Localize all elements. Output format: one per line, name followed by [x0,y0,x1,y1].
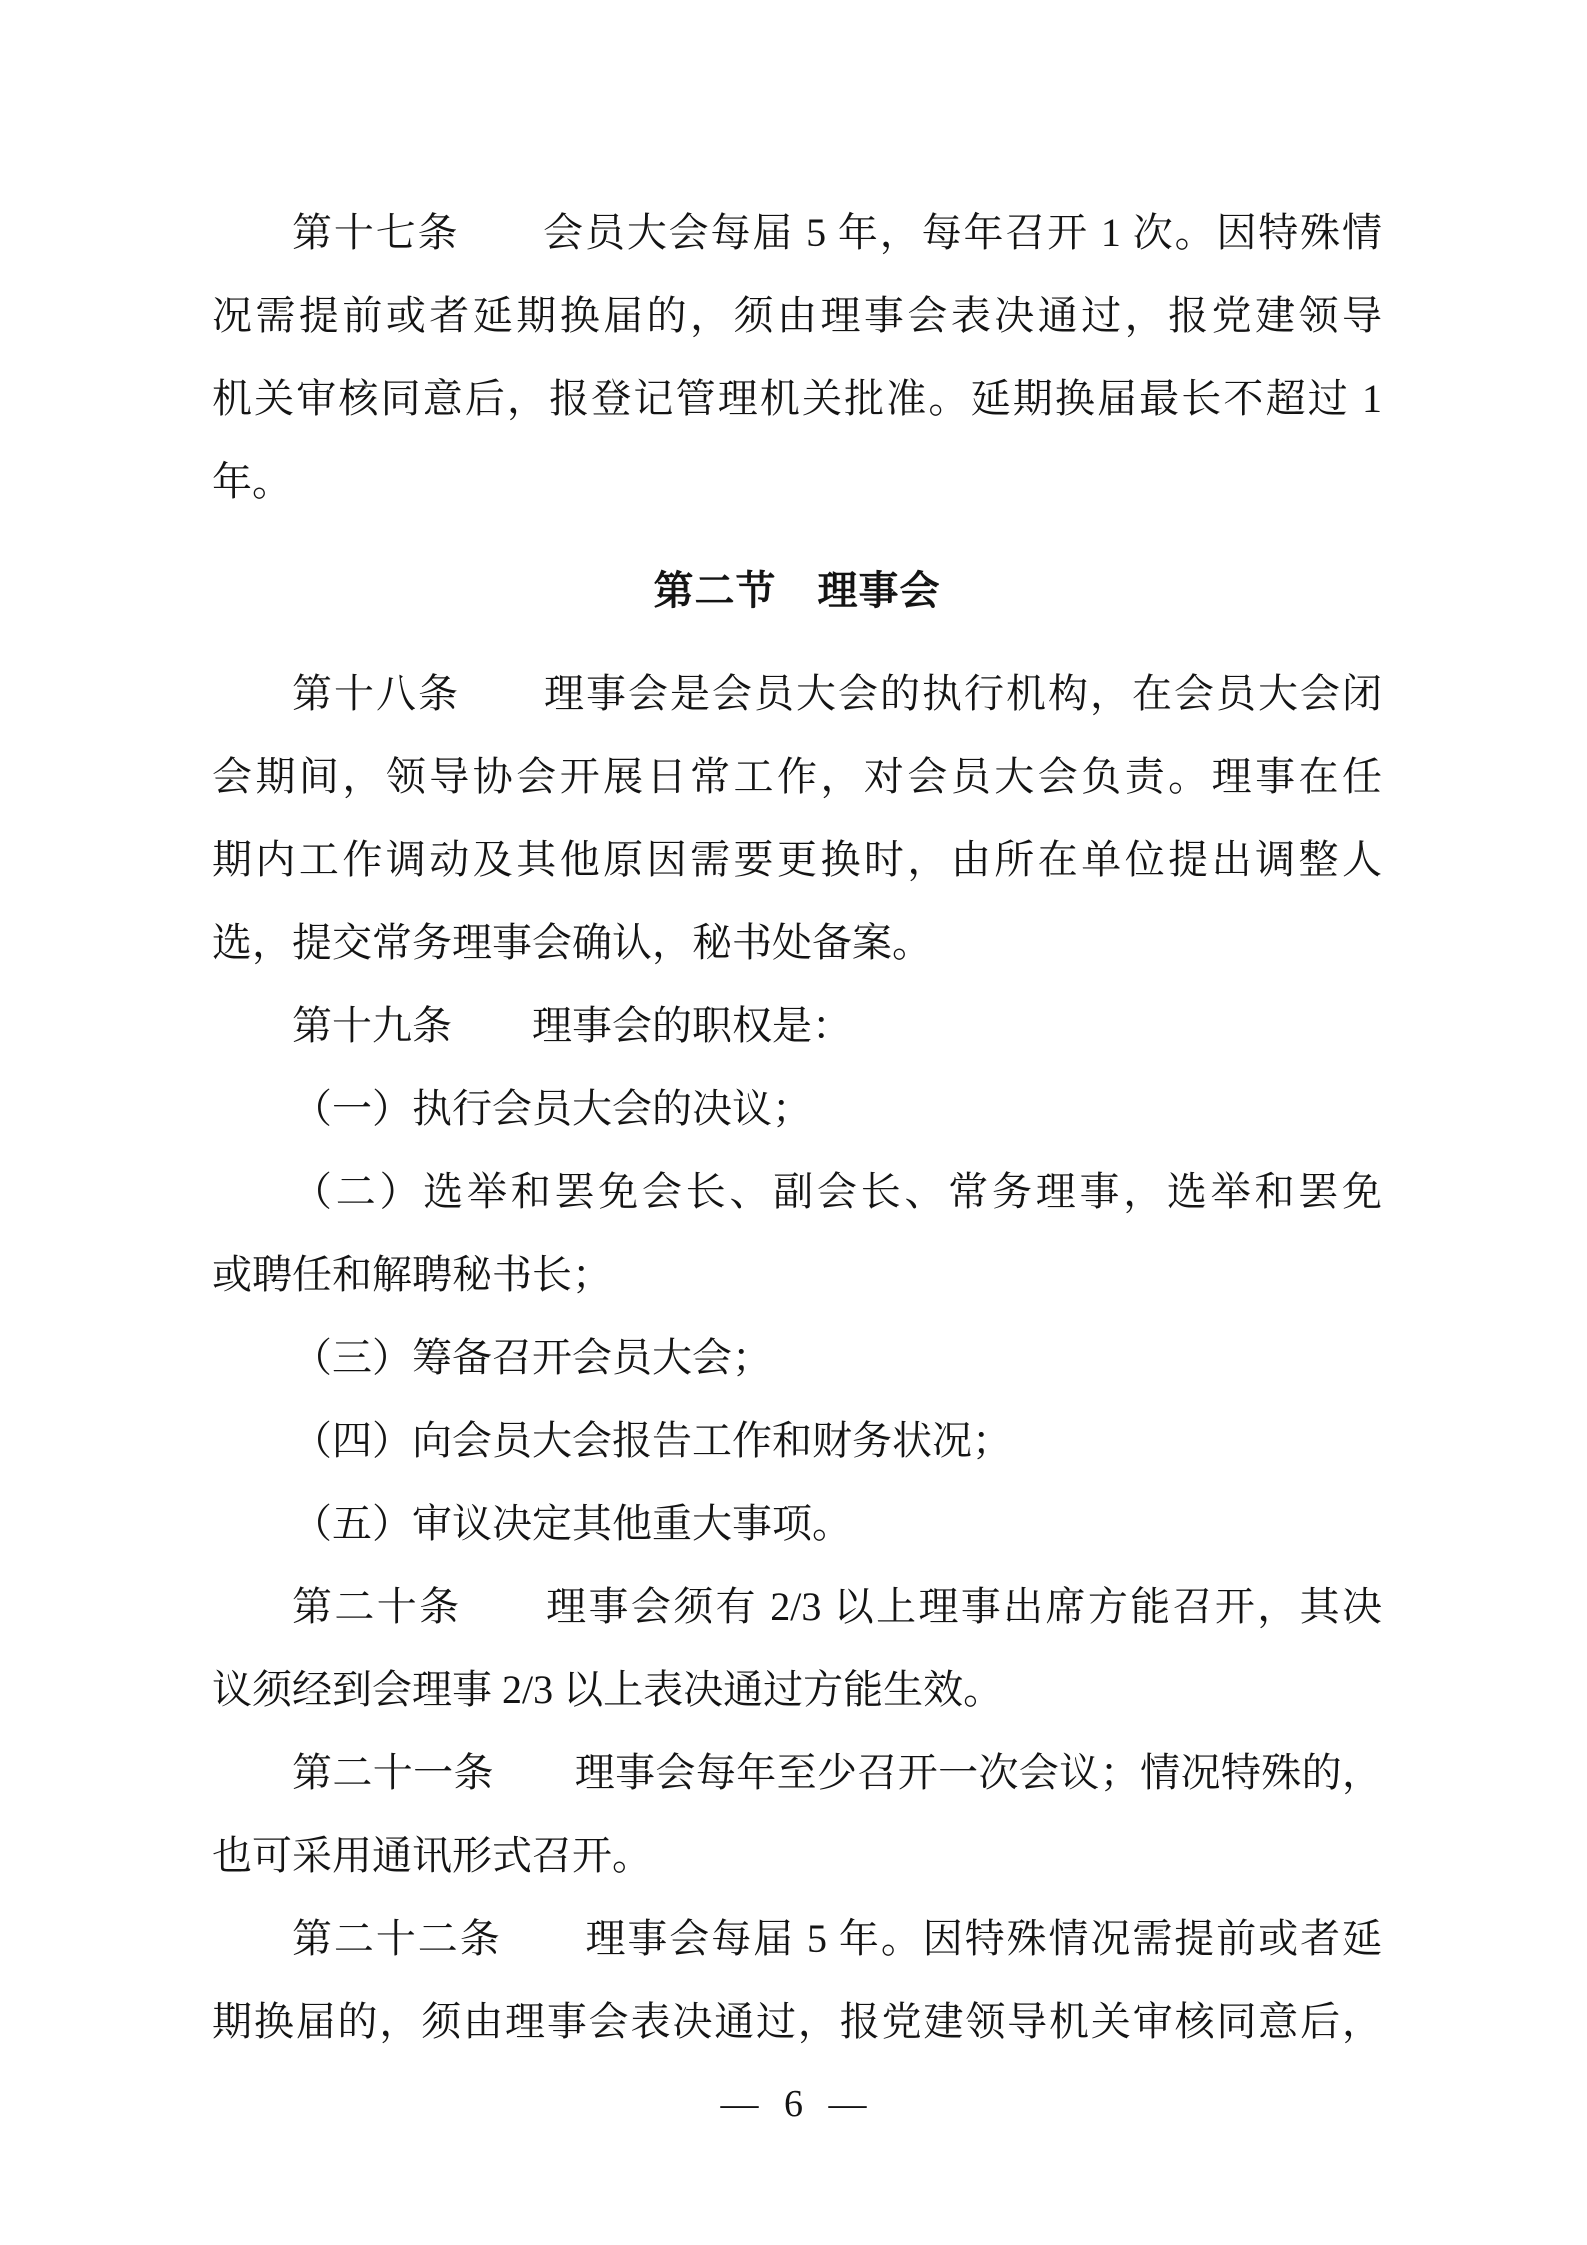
text-line: 第十七条 会员大会每届 5 年，每年召开 1 次。因特殊情 [292,210,1382,255]
text-line: 也可采用通讯形式召开。 [212,1833,652,1878]
text-line: 年。 [212,459,292,504]
text-line: 第二十一条 理事会每年至少召开一次会议；情况特殊的， [292,1750,1382,1795]
text-line: 或聘任和解聘秘书长； [212,1252,612,1297]
text-line: 期换届的，须由理事会表决通过，报党建领导机关审核同意后， [212,1999,1382,2044]
document-body [212,191,1382,2063]
article-17-paragraph [212,191,1382,523]
article-19-item-2 [212,1150,1382,1316]
text-line: 况需提前或者延期换届的，须由理事会表决通过，报党建领导 [212,293,1382,338]
article-19-item-3 [212,1316,1382,1399]
text-line: 期内工作调动及其他原因需要更换时，由所在单位提出调整人 [212,837,1382,882]
article-20-paragraph [212,1565,1382,1731]
article-19-item-5 [212,1482,1382,1565]
text-line: （五）审议决定其他重大事项。 [292,1501,852,1546]
article-19-item-1 [212,1067,1382,1150]
article-19-item-4 [212,1399,1382,1482]
section-heading: 第二节 理事会 [653,568,941,613]
page-number: — 6 — [720,2083,867,2125]
article-22-paragraph [212,1897,1382,2063]
text-line: 第十八条 理事会是会员大会的执行机构，在会员大会闭 [292,671,1382,716]
text-line: 第二十条 理事会须有 2/3 以上理事出席方能召开，其决 [292,1584,1382,1629]
text-line: （四）向会员大会报告工作和财务状况； [292,1418,1012,1463]
text-line: （一）执行会员大会的决议； [292,1086,812,1131]
article-18-paragraph [212,652,1382,984]
text-line: 第二十二条 理事会每届 5 年。因特殊情况需提前或者延 [292,1916,1382,1961]
text-line: 议须经到会理事 2/3 以上表决通过方能生效。 [212,1667,1004,1712]
text-line: 会期间，领导协会开展日常工作，对会员大会负责。理事在任 [212,754,1382,799]
article-19-paragraph [212,984,1382,1067]
text-line: 机关审核同意后，报登记管理机关批准。延期换届最长不超过 1 [212,376,1382,421]
text-line: （三）筹备召开会员大会； [292,1335,772,1380]
text-line: 第十九条 理事会的职权是： [292,1003,852,1048]
article-21-paragraph [212,1731,1382,1897]
text-line: （二）选举和罢免会长、副会长、常务理事，选举和罢免 [292,1169,1382,1214]
text-line: 选，提交常务理事会确认，秘书处备案。 [212,920,932,965]
